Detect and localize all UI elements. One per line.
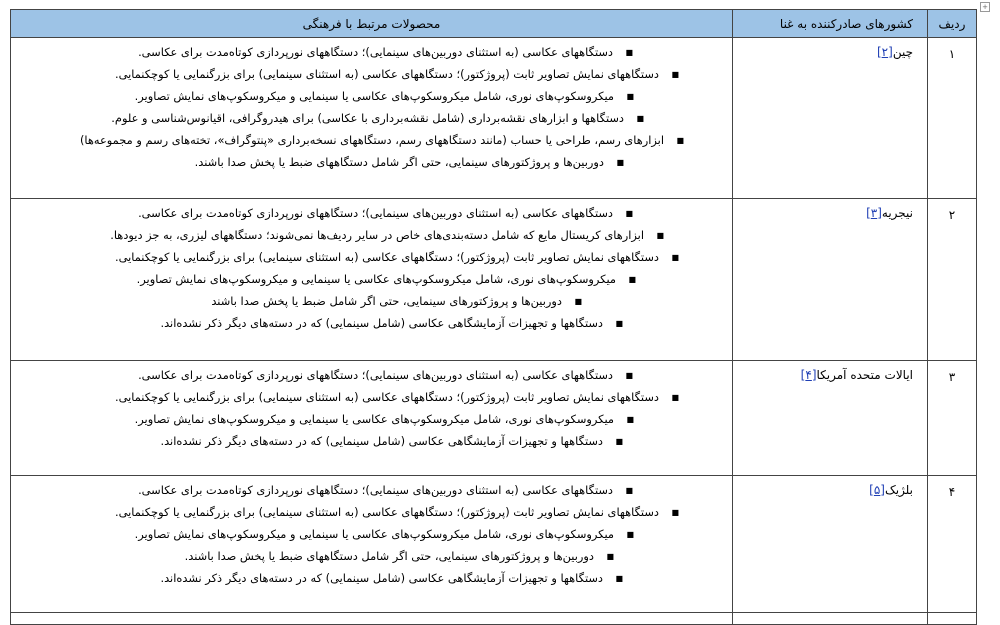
bullet-icon: ■	[656, 230, 664, 240]
bullet-icon: ■	[671, 507, 679, 517]
footnote-reference-link[interactable]: [۲]	[876, 45, 893, 59]
list-item	[11, 202, 732, 224]
header-countries: کشورهای صادرکننده به غنا	[733, 10, 928, 38]
bullet-icon: ■	[625, 47, 633, 57]
country-cell	[733, 476, 928, 613]
list-item	[11, 386, 732, 408]
country-name: ایالات متحده آمریکا	[816, 368, 913, 382]
list-item	[11, 545, 732, 567]
bullet-icon: ■	[625, 370, 633, 380]
bullet-icon: ■	[615, 436, 623, 446]
list-item	[11, 268, 732, 290]
row-number: ۳	[928, 361, 977, 476]
footnote-reference-link[interactable]: [۴]	[800, 368, 817, 382]
list-item-text: دستگاههای نمایش تصاویر ثابت (پروژکتور)؛ دستگاههای عکاسی (به استثنای سینمایی) برای بزرگنمایی یا کوچکنمایی.	[114, 67, 659, 81]
bullet-icon: ■	[625, 485, 633, 495]
country-name: چین	[892, 45, 913, 59]
list-item	[11, 246, 732, 268]
list-item	[11, 523, 732, 545]
list-item	[11, 501, 732, 523]
products-cell	[11, 361, 733, 476]
row-number: ۲	[928, 199, 977, 361]
bullet-icon: ■	[626, 529, 634, 539]
list-item-text: دوربین‌ها و پروژکتورهای سینمایی، حتی اگر شامل دستگاههای ضبط یا پخش صدا باشند.	[184, 549, 594, 563]
footnote-reference-link[interactable]: [۵]	[869, 483, 885, 497]
header-row-number: ردیف	[928, 10, 977, 38]
list-item-text: دستگاهها و تجهیزات آزمایشگاهی عکاسی (شامل سینمایی) که در دسته‌های دیگر ذکر نشده‌اند.	[160, 571, 603, 585]
list-item	[11, 63, 732, 85]
list-item-text: دستگاههای عکاسی (به استثنای دوربین‌های سینمایی)؛ دستگاههای نورپردازی کوتاه‌مدت برای عکاسی.	[138, 368, 613, 382]
bullet-icon: ■	[615, 318, 623, 328]
list-item-text: میکروسکوپ‌های نوری، شامل میکروسکوپ‌های عکاسی یا سینمایی و میکروسکوپ‌های نمایش تصاویر.	[134, 527, 614, 541]
bullet-icon: ■	[671, 69, 679, 79]
header-products: محصولات مرتبط با فرهنگی	[11, 10, 733, 38]
list-item-text: میکروسکوپ‌های نوری، شامل میکروسکوپ‌های عکاسی یا سینمایی و میکروسکوپ‌های نمایش تصاویر.	[134, 89, 614, 103]
country-cell	[733, 38, 928, 199]
list-item-text: ابزارهای رسم، طراحی یا حساب (مانند دستگاههای رسم، دستگاههای نسخه‌برداری «پنتوگراف»، تخته‌های رسم و مجموعه‌ها)	[79, 133, 664, 147]
export-table	[10, 9, 977, 625]
table-row	[11, 199, 977, 361]
list-item	[11, 430, 732, 452]
bullet-icon: ■	[628, 274, 636, 284]
bullet-icon: ■	[676, 135, 684, 145]
bullet-icon: ■	[606, 551, 614, 561]
list-item-text: دستگاهها و تجهیزات آزمایشگاهی عکاسی (شامل سینمایی) که در دسته‌های دیگر ذکر نشده‌اند.	[160, 434, 603, 448]
list-item	[11, 408, 732, 430]
row-number: ۱	[928, 38, 977, 199]
list-item-text: دستگاهها و ابزارهای نقشه‌برداری (شامل نقشه‌برداری با عکاسی) برای هیدروگرافی، اقیانوس‌شناسی و علوم.	[111, 111, 624, 125]
bullet-icon: ■	[671, 392, 679, 402]
bullet-icon: ■	[615, 573, 623, 583]
table-row	[11, 38, 977, 199]
bullet-icon: ■	[574, 296, 582, 306]
products-cell	[11, 476, 733, 613]
list-item	[11, 224, 732, 246]
list-item	[11, 41, 732, 63]
list-item	[11, 151, 732, 173]
country-name: بلژیک	[884, 483, 913, 497]
list-item	[11, 107, 732, 129]
list-item-text: میکروسکوپ‌های نوری، شامل میکروسکوپ‌های عکاسی یا سینمایی و میکروسکوپ‌های نمایش تصاویر.	[136, 272, 616, 286]
list-item	[11, 364, 732, 386]
list-item	[11, 312, 732, 334]
table-row	[11, 361, 977, 476]
list-item	[11, 85, 732, 107]
list-item-text: دستگاههای نمایش تصاویر ثابت (پروژکتور)؛ دستگاههای عکاسی (به استثنای سینمایی) برای بزرگنمایی یا کوچکنمایی.	[114, 250, 659, 264]
row-number: ۴	[928, 476, 977, 613]
products-cell	[11, 38, 733, 199]
table-row	[11, 476, 977, 613]
bullet-icon: ■	[671, 252, 679, 262]
country-cell	[733, 199, 928, 361]
bullet-icon: ■	[636, 113, 644, 123]
list-item	[11, 567, 732, 589]
table-move-handle[interactable]: +	[980, 2, 990, 12]
list-item-text: دوربین‌ها و پروژکتورهای سینمایی، حتی اگر شامل ضبط یا پخش صدا باشند	[211, 294, 562, 308]
header-row	[11, 10, 977, 38]
products-cell	[11, 199, 733, 361]
list-item-text: دستگاههای عکاسی (به استثنای دوربین‌های سینمایی)؛ دستگاههای نورپردازی کوتاه‌مدت برای عکاسی.	[138, 45, 613, 59]
bullet-icon: ■	[625, 208, 633, 218]
footnote-reference-link[interactable]: [۳]	[866, 206, 882, 220]
list-item-text: دستگاههای نمایش تصاویر ثابت (پروژکتور)؛ دستگاههای عکاسی (به استثنای سینمایی) برای بزرگنمایی یا کوچکنمایی.	[114, 390, 659, 404]
list-item	[11, 479, 732, 501]
list-item	[11, 290, 732, 312]
list-item	[11, 129, 732, 151]
list-item-text: دستگاههای عکاسی (به استثنای دوربین‌های سینمایی)؛ دستگاههای نورپردازی کوتاه‌مدت برای عکاسی.	[138, 206, 613, 220]
list-item-text: میکروسکوپ‌های نوری، شامل میکروسکوپ‌های عکاسی یا سینمایی و میکروسکوپ‌های نمایش تصاویر.	[134, 412, 614, 426]
list-item-text: دوربین‌ها و پروژکتورهای سینمایی، حتی اگر شامل دستگاههای ضبط یا پخش صدا باشند.	[194, 155, 604, 169]
bullet-icon: ■	[626, 414, 634, 424]
list-item-text: دستگاهها و تجهیزات آزمایشگاهی عکاسی (شامل سینمایی) که در دسته‌های دیگر ذکر نشده‌اند.	[160, 316, 603, 330]
bullet-icon: ■	[626, 91, 634, 101]
list-item-text: دستگاههای نمایش تصاویر ثابت (پروژکتور)؛ دستگاههای عکاسی (به استثنای سینمایی) برای بزرگنمایی یا کوچکنمایی.	[114, 505, 659, 519]
list-item-text: ابزارهای کریستال مایع که شامل دسته‌بندی‌های خاص در سایر ردیف‌ها نمی‌شوند؛ دستگاههای لیزری، به جز دیودها.	[110, 228, 644, 242]
bullet-icon: ■	[616, 157, 624, 167]
country-name: نیجریه	[881, 206, 913, 220]
country-cell	[733, 361, 928, 476]
list-item-text: دستگاههای عکاسی (به استثنای دوربین‌های سینمایی)؛ دستگاههای نورپردازی کوتاه‌مدت برای عکاسی.	[138, 483, 613, 497]
